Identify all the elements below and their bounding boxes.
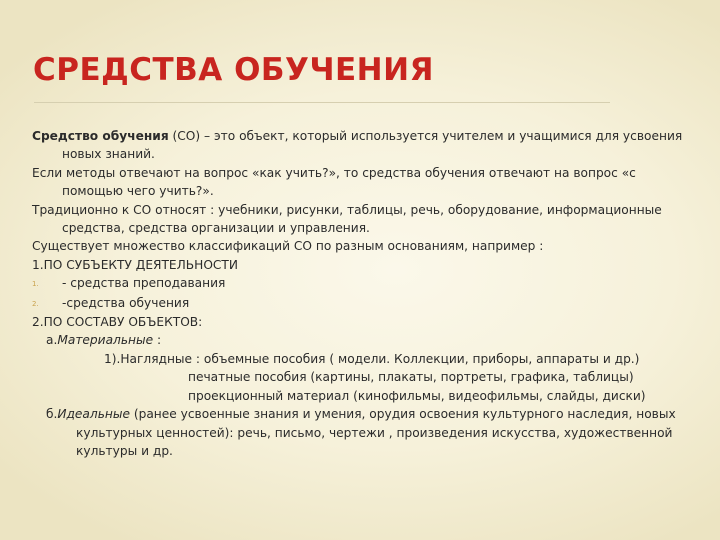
material-heading — [32, 331, 696, 349]
term-text: Средство обучения — [32, 129, 169, 143]
material-label: Материальные — [57, 333, 154, 348]
ideal-paragraph — [32, 405, 696, 460]
paragraph-classifications: Существует множество классификаций СО по разным основаниям, например : — [32, 239, 544, 254]
list-number: 2. — [32, 299, 39, 308]
list-item — [32, 294, 696, 313]
list-item-text: - средства преподавания — [62, 276, 226, 291]
projection-text: проекционный материал (кинофильмы, видеофильмы, слайды, диски) — [188, 388, 646, 403]
printed-aids-line — [32, 368, 696, 386]
visual-aids-line — [32, 350, 696, 368]
printed-aids-text: печатные пособия (картины, плакаты, портреты, графика, таблицы) — [188, 370, 634, 385]
slide-body — [32, 127, 696, 460]
list-number: 1. — [32, 280, 39, 289]
paragraph-methods: Если методы отвечают на вопрос «как учить?», то средства обучения отвечают на вопрос «с помощью чего учить?». — [32, 165, 636, 199]
definition-text: (СО) – это объект, который используется учителем и учащимися для усвоения новых знаний. — [62, 129, 683, 162]
list-item-text: -средства обучения — [62, 295, 190, 310]
material-suffix: : — [153, 333, 162, 348]
numbered-list — [32, 274, 696, 313]
visual-aids-text: 1).Наглядные : объемные пособия ( модели. Коллекции, приборы, аппараты и др.) — [104, 351, 640, 366]
material-prefix: а. — [46, 333, 58, 348]
ideal-prefix: б. — [46, 407, 58, 422]
ideal-text: (ранее усвоенные знания и умения, орудия освоения культурного наследия, новых культурных ценностей): речь, письмо, чертежи , произведения искусства, художественной культуры и др. — [76, 407, 676, 458]
paragraph-definition — [32, 127, 696, 164]
section-heading-composition: 2.ПО СОСТАВУ ОБЪЕКТОВ: — [32, 315, 203, 330]
title-divider — [34, 102, 610, 103]
ideal-label: Идеальные — [57, 407, 130, 422]
section-heading-subject: 1.ПО СУБЪЕКТУ ДЕЯТЕЛЬНОСТИ — [32, 257, 238, 272]
paragraph-traditional: Традиционно к СО относят : учебники, рисунки, таблицы, речь, оборудование, информационные средства, средства организации и управления. — [32, 202, 662, 236]
projection-line — [32, 387, 696, 405]
list-item — [32, 274, 696, 293]
slide-title: СРЕДСТВА ОБУЧЕНИЯ — [33, 52, 434, 88]
